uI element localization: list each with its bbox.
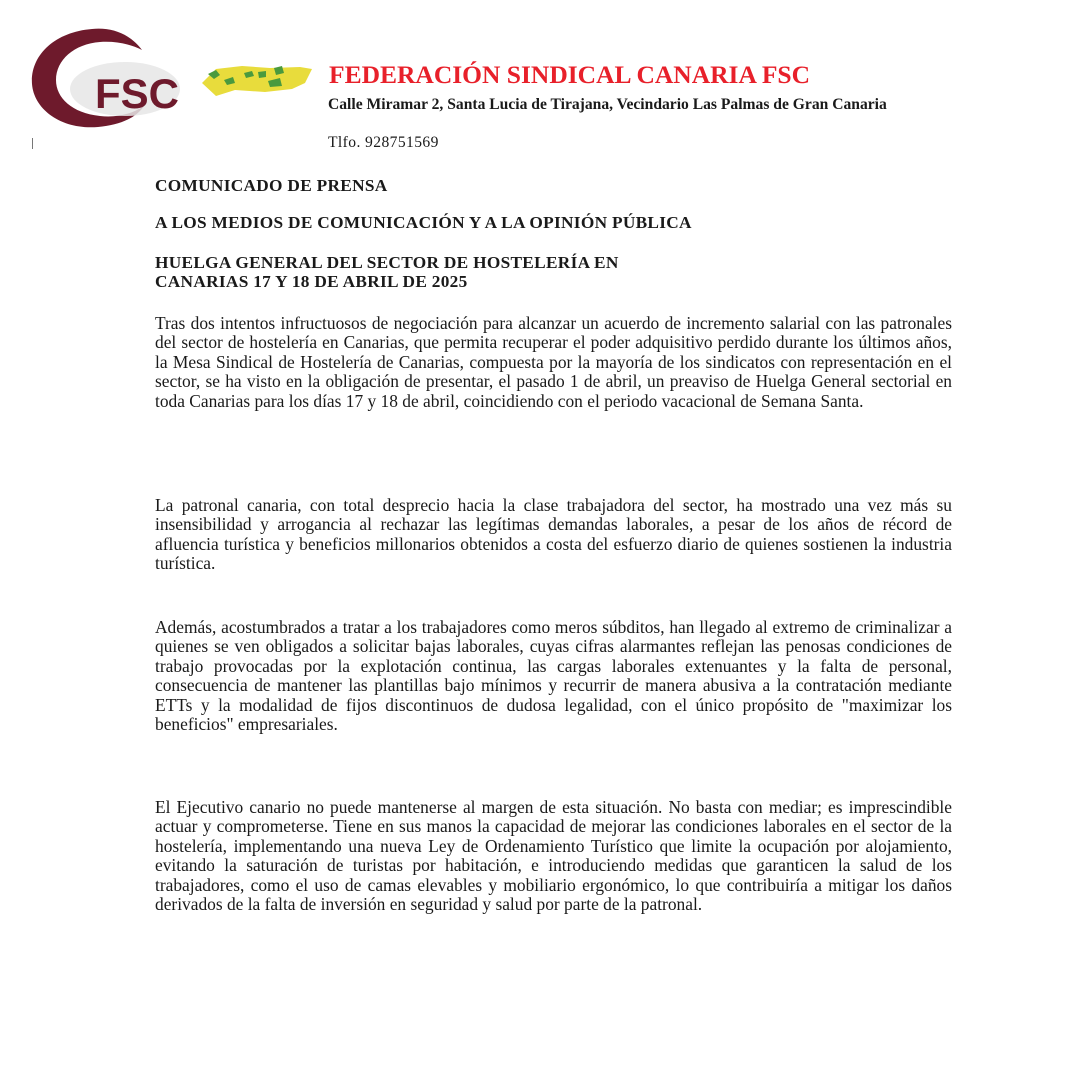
fsc-logo	[30, 26, 315, 131]
body-paragraph-3: Además, acostumbrados a tratar a los trabajadores como meros súbditos, han llegado al extremo de criminalizar a quienes se ven obligados a solicitar bajas laborales, cuyas cifras alarmantes reflejan las penosas condiciones de trabajo provocadas por la explotación continua, las cargas laborales extenuantes y la falta de personal, consecuencia de mantener las plantillas bajo mínimos y recurrir de manera abusiva a la contratación mediante ETTs y la modalidad de fijos discontinuos de dudosa legalidad, con el único propósito de "maximizar los beneficios" empresariales.	[155, 617, 952, 735]
organization-address: Calle Miramar 2, Santa Lucia de Tirajana, Vecindario Las Palmas de Gran Canaria	[328, 96, 887, 113]
margin-mark	[32, 138, 33, 149]
strike-headline	[155, 253, 619, 291]
press-release-title: COMUNICADO DE PRENSA	[155, 176, 388, 195]
fsc-logo-mark	[30, 26, 315, 131]
logo-fsc-text: FSC	[95, 70, 179, 117]
organization-phone: Tlfo. 928751569	[328, 134, 439, 151]
body-paragraph-4: El Ejecutivo canario no puede mantenerse al margen de esta situación. No basta con mediar; es imprescindible actuar y comprometerse. Tiene en sus manos la capacidad de mejorar las condiciones laborales en el sector de la hostelería, implementando una nueva Ley de Ordenamiento Turístico que limite la ocupación por alojamiento, evitando la saturación de turistas por habitación, e introduciendo medidas que garanticen la salud de los trabajadores, como el uso de camas elevables y mobiliario ergonómico, lo que contribuiría a mitigar los daños derivados de la falta de inversión en seguridad y salud por parte de la patronal.	[155, 797, 952, 915]
body-paragraph-2: La patronal canaria, con total desprecio hacia la clase trabajadora del sector, ha mostrado una vez más su insensibilidad y arrogancia al rechazar las legítimas demandas laborales, a pesar de los años de récord de afluencia turística y beneficios millonarios obtenidos a costa del esfuerzo diario de quienes sostienen la industria turística.	[155, 495, 952, 574]
logo-yellow-band	[202, 66, 312, 96]
organization-name: FEDERACIÓN SINDICAL CANARIA FSC	[329, 60, 811, 89]
audience-heading: A LOS MEDIOS DE COMUNICACIÓN Y A LA OPINIÓN PÚBLICA	[155, 213, 692, 232]
strike-headline-line-2: CANARIAS 17 Y 18 DE ABRIL DE 2025	[155, 272, 468, 291]
body-paragraph-1: Tras dos intentos infructuosos de negociación para alcanzar un acuerdo de incremento salarial con las patronales del sector de hostelería en Canarias, que permita recuperar el poder adquisitivo perdido durante los últimos años, la Mesa Sindical de Hostelería de Canarias, compuesta por la mayoría de los sindicatos con representación en el sector, se ha visto en la obligación de presentar, el pasado 1 de abril, un preaviso de Huelga General sectorial en toda Canarias para los días 17 y 18 de abril, coincidiendo con el periodo vacacional de Semana Santa.	[155, 313, 952, 411]
strike-headline-line-1: HUELGA GENERAL DEL SECTOR DE HOSTELERÍA EN	[155, 253, 619, 272]
